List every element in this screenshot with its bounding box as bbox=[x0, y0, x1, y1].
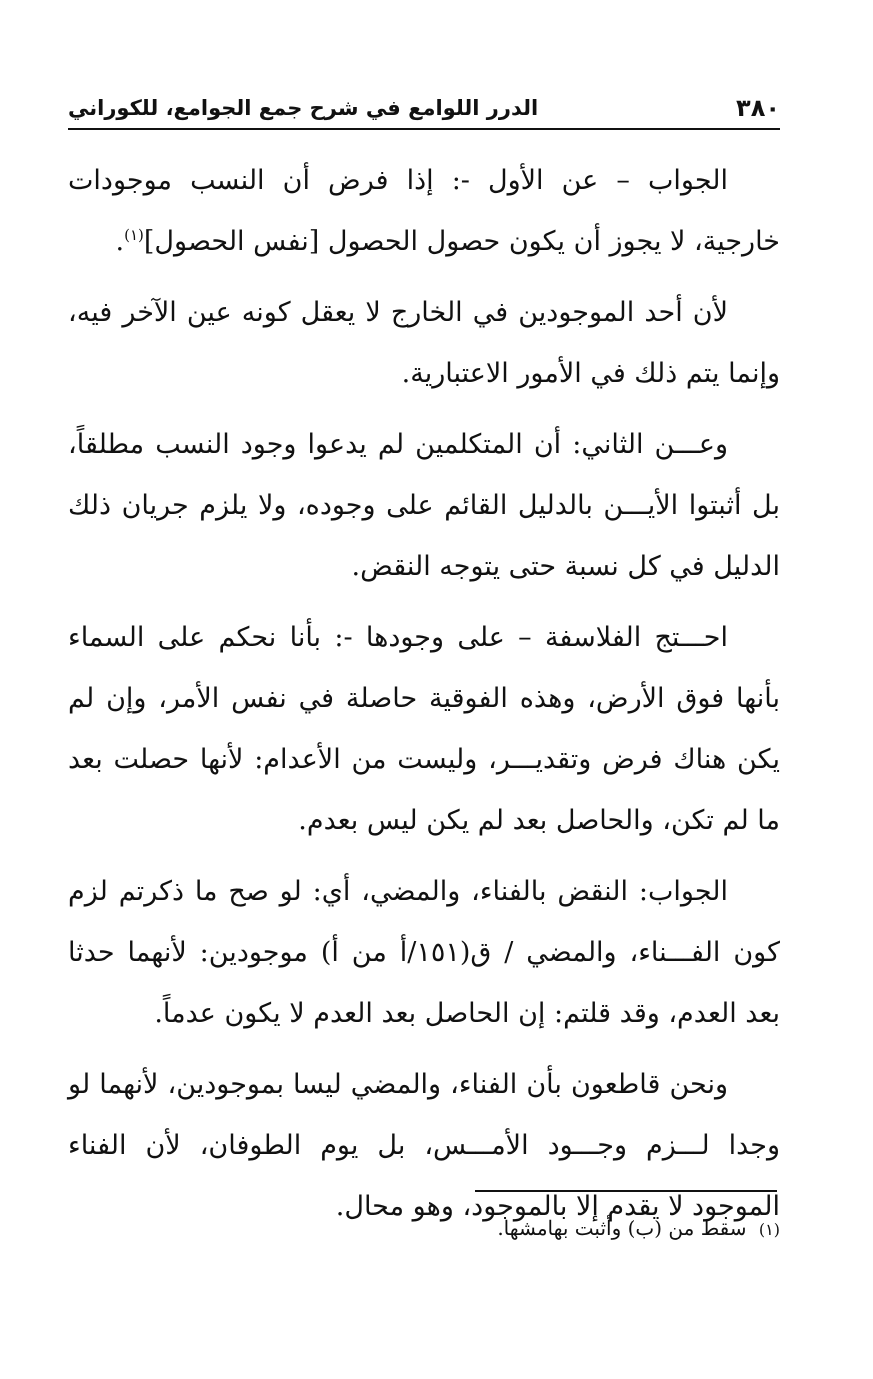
footnote-reference: (١) bbox=[124, 226, 144, 244]
footnote-divider bbox=[475, 1190, 777, 1192]
paragraph-text: الجواب – عن الأول -: إذا فرض أن النسب موجودات خارجية، لا يجوز أن يكون حصول الحصول [نفس الحصول] bbox=[68, 165, 780, 257]
main-text bbox=[68, 150, 780, 1237]
running-head bbox=[68, 88, 780, 130]
paragraph-4: احـــتج الفلاسفة – على وجودها -: بأنا نحكم على السماء بأنها فوق الأرض، وهذه الفوقية حاصلة في نفس الأمر، وإن لم يكن هناك فرض وتقديـــر، وليست من الأعدام: لأنها حصلت بعد ما لم تكن، والحاصل بعد لم يكن ليس بعدم. bbox=[68, 622, 780, 836]
paragraph-6: ونحن قاطعون بأن الفناء، والمضي ليسا بموجودين، لأنهما لو وجدا لـــزم وجـــود الأمـــس، بل يوم الطوفان، لأن الفناء الموجود لا يقدم إلا بالموجود، وهو محال. bbox=[68, 1069, 780, 1222]
running-title: الدرر اللوامع في شرح جمع الجوامع، للكوراني bbox=[68, 96, 539, 120]
paragraph-text: . bbox=[115, 226, 125, 257]
footnote-text: سقط من (ب) وأثبت بهامشها. bbox=[497, 1216, 747, 1240]
footnote-number: (١) bbox=[758, 1220, 780, 1239]
footnote-item bbox=[68, 1210, 780, 1248]
footnotes bbox=[68, 1210, 780, 1248]
paragraph-3: وعـــن الثاني: أن المتكلمين لم يدعوا وجود النسب مطلقاً، بل أثبتوا الأيـــن بالدليل القائم على وجوده، ولا يلزم جريان ذلك الدليل في كل نسبة حتى يتوجه النقض. bbox=[68, 429, 780, 582]
page-number: ٣٨٠ bbox=[736, 94, 780, 122]
paragraph-2: لأن أحد الموجودين في الخارج لا يعقل كونه عين الآخر فيه، وإنما يتم ذلك في الأمور الاعتبارية. bbox=[68, 297, 780, 389]
paragraph-1 bbox=[68, 150, 780, 272]
paragraph-5: الجواب: النقض بالفناء، والمضي، أي: لو صح ما ذكرتم لزم كون الفـــناء، والمضي / ق(١٥١/أ من أ) موجودين: لأنهما حدثا بعد العدم، وقد قلتم: إن الحاصل بعد العدم لا يكون عدماً. bbox=[68, 876, 780, 1029]
